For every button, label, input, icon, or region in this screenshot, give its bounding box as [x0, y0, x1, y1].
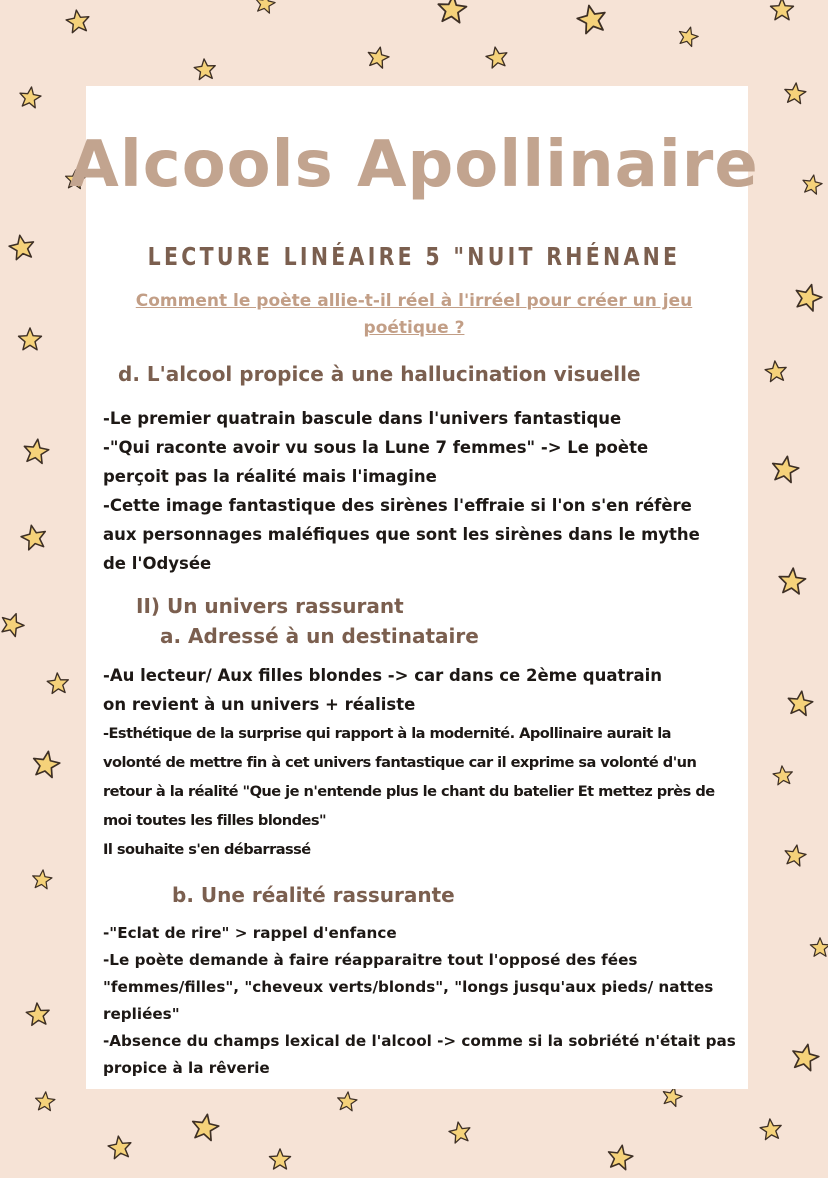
star-icon [17, 327, 43, 353]
problematic-question: Comment le poète allie-t-il réel à l'irréel pour créer un jeu poétique ? [135, 291, 693, 338]
star-icon [17, 521, 50, 554]
star-icon [769, 0, 795, 23]
star-icon [16, 84, 43, 111]
star-icon [30, 868, 54, 892]
star-icon [45, 671, 71, 697]
star-icon [335, 1090, 359, 1114]
star-icon [483, 44, 511, 72]
star-icon [768, 453, 803, 488]
star-icon [188, 1111, 223, 1146]
star-icon [24, 1001, 52, 1029]
star-icon [33, 1090, 56, 1113]
star-icon [268, 1148, 292, 1172]
star-icon [781, 842, 809, 870]
star-icon [771, 764, 795, 788]
star-icon [604, 1142, 636, 1174]
star-icon [435, 0, 470, 27]
section-heading-univers-rassurant: II) Un univers rassurant [136, 594, 404, 618]
star-icon [787, 1040, 823, 1076]
section-heading-alcool: d. L'alcool propice à une hallucination visuelle [118, 362, 641, 386]
star-icon [776, 566, 809, 599]
star-icon [446, 1119, 474, 1147]
star-icon [675, 24, 702, 51]
document-subtitle: LECTURE LINÉAIRE 5 "NUIT RHÉNANE [147, 242, 681, 271]
section-text-esthetique: -Esthétique de la surprise qui rapport à la modernité. Apollinaire aurait la volonté de mettre fin à cet univers fantastique car il exprime sa volonté d'un retour à la réalité "Que je n'entende plus le chant du batelier Et mettez près de moi toutes les filles blondes" Il souhaite s'en débarrassé [103, 725, 715, 858]
star-icon [790, 280, 827, 317]
star-icon [29, 748, 64, 783]
document-title: Alcools Apollinaire [69, 128, 759, 202]
star-icon [105, 1133, 134, 1162]
star-icon [0, 608, 29, 641]
section-text-alcool: -Le premier quatrain bascule dans l'univers fantastique -"Qui raconte avoir vu sous la Lune 7 femmes" -> Le poète perçoit pas la réalité mais l'imagine -Cette image fantastique des sirènes l'effraie si l'on s'en réfère aux personnages maléfiques que sont les sirènes dans le mythe de l'Odysée [103, 409, 700, 573]
star-icon [758, 1117, 784, 1143]
star-icon [809, 937, 828, 959]
star-icon [192, 57, 218, 83]
star-icon [63, 7, 92, 36]
section-text-destinataire: -Au lecteur/ Aux filles blondes -> car dans ce 2ème quatrain on revient à un univers + réaliste [103, 666, 663, 714]
star-icon [784, 688, 816, 720]
section-heading-realite-rassurante: b. Une réalité rassurante [172, 883, 455, 907]
star-icon [573, 1, 611, 39]
star-icon [20, 436, 52, 468]
star-icon [252, 0, 277, 17]
star-icon [763, 359, 789, 385]
star-icon [782, 81, 808, 107]
section-text-realite: -"Eclat de rire" > rappel d'enfance -Le poète demande à faire réapparaitre tout l'opposé des fées "femmes/filles", "cheveux verts/blonds", "longs jusqu'aux pieds/ nattes repliées" -Absence du champs lexical de l'alcool -> comme si la sobriété n'était pas propice à la rêverie [103, 924, 736, 1077]
star-icon [6, 232, 38, 264]
star-icon [364, 44, 392, 72]
section-subheading-destinataire: a. Adressé à un destinataire [160, 624, 479, 648]
